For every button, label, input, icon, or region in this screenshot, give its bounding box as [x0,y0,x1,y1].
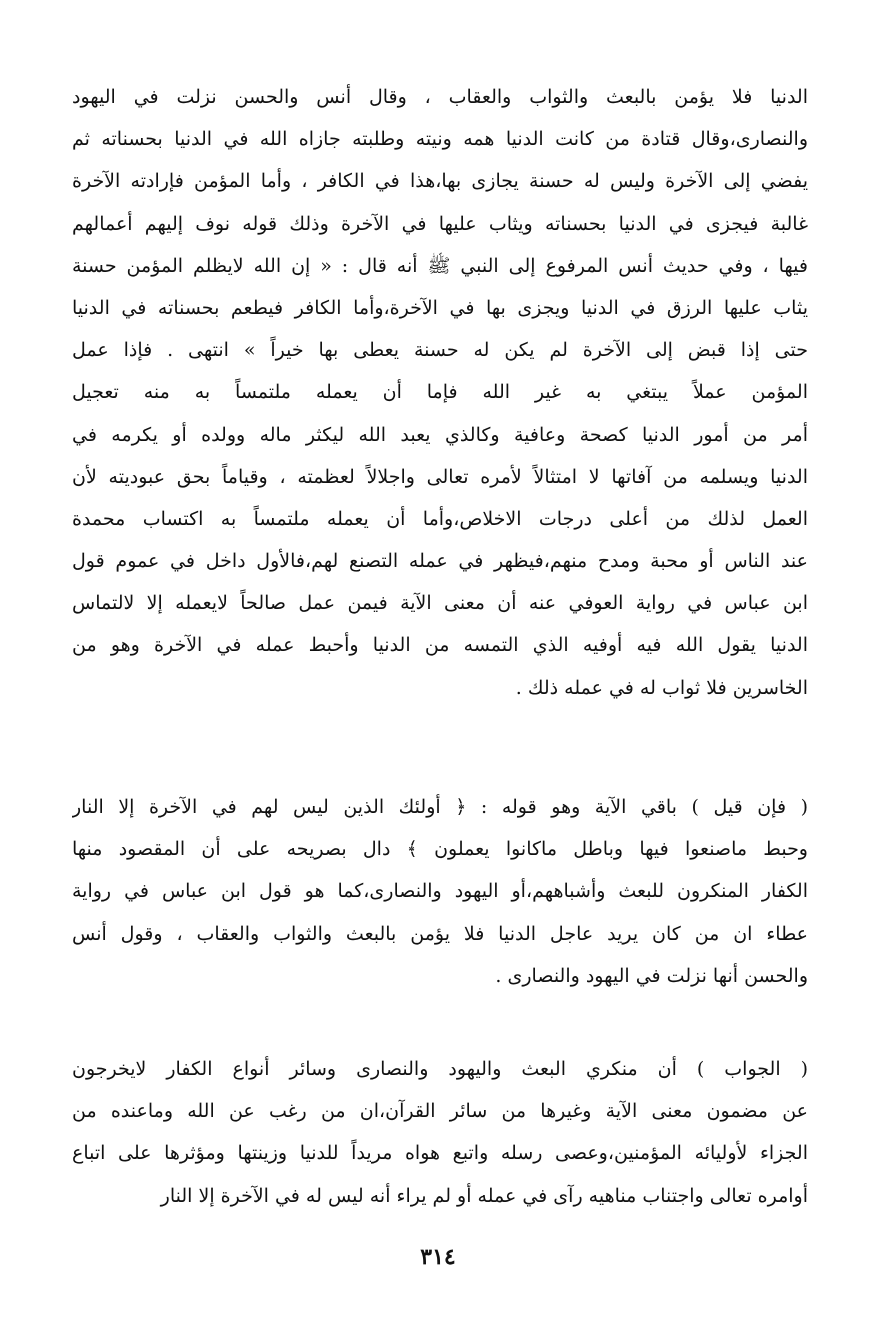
text-line: وحبط ماصنعوا فيها وباطل ماكانوا يعملون ﴾ دال بصريحه على أن المقصود منها [72,838,808,861]
text-line: والحسن أنها نزلت في اليهود والنصارى . [495,964,808,987]
page-number: ٣١٤ [420,1244,456,1270]
text-line: غالبة فيجزى في الدنيا بحسناته ويثاب عليها في الآخرة وذلك قوله نوف إليهم أعمالهم [72,212,808,235]
text-line: عن مضمون معنى الآية وغيرها من سائر القرآن،ان من رغب عن الله وماعنده من [72,1100,808,1123]
text-line: عطاء ان من كان يريد عاجل الدنيا فلا يؤمن بالبعث والثواب والعقاب ، وقول أنس [72,922,808,945]
paragraph-3 [72,1048,808,1217]
text-line: العمل لذلك من أعلى درجات الاخلاص،وأما أن يعمله ملتمساً به اكتساب محمدة [72,507,808,530]
text-line: الخاسرين فلا ثواب له في عمله ذلك . [515,676,808,699]
text-line: ( فإن قيل ) باقي الآية وهو قوله : ﴿ أولئك الذين ليس لهم في الآخرة إلا النار [72,796,808,818]
paragraph-1 [72,76,808,709]
text-line: أوامره تعالى واجتناب مناهيه رآى في عمله أو لم يراء أنه ليس له في الآخرة إلا النار [160,1184,808,1207]
text-line: أمر من أمور الدنيا كصحة وعافية وكالذي يعبد الله ليكثر ماله وولده أو يكرمه في [72,423,808,446]
text-line: عند الناس أو محبة ومدح منهم،فيظهر في عمله التصنع لهم،فالأول داخل في عموم قول [72,550,808,573]
text-line: والنصارى،وقال قتادة من كانت الدنيا همه ونيته وطلبته جازاه الله في الدنيا بحسناته ثم [72,128,808,151]
text-line: المؤمن عملاً يبتغي به غير الله فإما أن يعمله ملتمساً به منه تعجيل [72,381,808,404]
text-line: فيها ، وفي حديث أنس المرفوع إلى النبي ﷺ أنه قال : « إن الله لايظلم المؤمن حسنة [72,254,808,277]
text-line: حتى إذا قبض إلى الآخرة لم يكن له حسنة يعطى بها خيراً » انتهى . فإذا عمل [72,339,808,362]
text-line: الدنيا فلا يؤمن بالبعث والثواب والعقاب ، وقال أنس والحسن نزلت في اليهود [72,86,808,108]
text-line: الدنيا ويسلمه من آفاتها لا امتثالاً لأمره تعالى واجلالاً لعظمته ، وقياماً بحق عبوديته لأن [72,465,808,488]
text-line: يثاب عليها الرزق في الدنيا ويجزى بها في الآخرة،وأما الكافر فيطعم بحسناته في الدنيا [72,296,808,319]
text-line: الكفار المنكرون للبعث وأشباههم،أو اليهود والنصارى،كما هو قول ابن عباس في رواية [72,880,808,903]
paragraph-2 [72,786,808,997]
text-line: الجزاء لأوليائه المؤمنين،وعصى رسله واتبع هواه مريداً للدنيا وزينتها ومؤثرها على اتباع [72,1142,808,1165]
text-line: يفضي إلى الآخرة وليس له حسنة يجازى بها،هذا في الكافر ، وأما المؤمن فإرادته الآخرة [72,170,808,193]
text-line: ( الجواب ) أن منكري البعث واليهود والنصارى وسائر أنواع الكفار لايخرجون [72,1058,808,1080]
text-line: ابن عباس في رواية العوفي عنه أن معنى الآية فيمن عمل صالحاً لايعمله إلا لالتماس [72,592,808,615]
text-line: الدنيا يقول الله فيه أوفيه الذي التمسه من الدنيا وأحبط عمله في الآخرة وهو من [72,634,808,657]
